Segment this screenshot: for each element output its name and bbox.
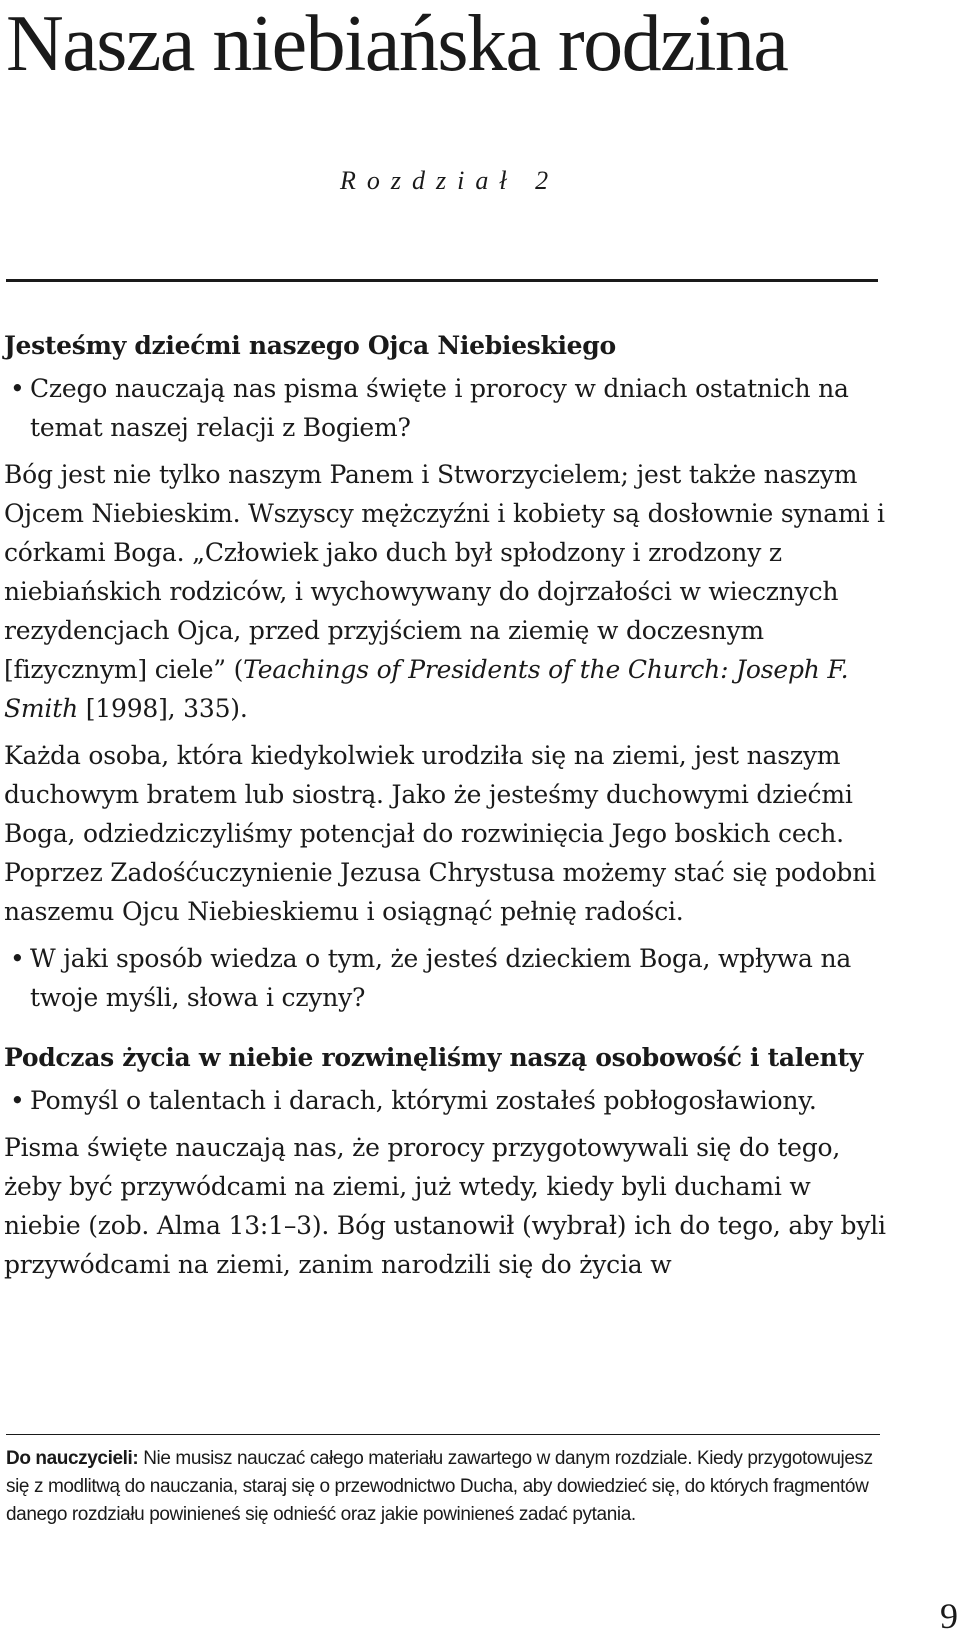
question-text: Czego nauczają nas pisma święte i prorocy w dniach ostatnich na temat naszej relacji z Bogiem?: [30, 374, 849, 442]
question-text: Pomyśl o talentach i darach, którymi zostałeś pobłogosławiony.: [30, 1086, 817, 1115]
bullet-icon: •: [10, 374, 25, 403]
header-divider: [6, 279, 878, 282]
discussion-question: [4, 369, 894, 447]
teacher-note-text: Nie musisz nauczać całego materiału zawartego w danym rozdziale. Kiedy przygotowujesz się z modlitwą do nauczania, staraj się o przewodnictwo Ducha, aby dowiedzieć się, do których fragmentów danego rozdziału powinieneś się odnieść oraz jakie powinieneś zadać pytania.: [6, 1448, 873, 1525]
citation-title: Teachings of Presidents of the Church: Joseph F. Smith: [4, 655, 849, 723]
question-text: W jaki sposób wiedza o tym, że jesteś dzieckiem Boga, wpływa na twoje myśli, słowa i czyny?: [30, 944, 852, 1012]
teacher-note: [6, 1445, 886, 1529]
main-content: [4, 326, 894, 1292]
discussion-question: [4, 1081, 894, 1120]
chapter-label: Rozdział 2: [340, 166, 560, 195]
paragraph-text: Bóg jest nie tylko naszym Panem i Stworzycielem; jest także naszym Ojcem Niebieskim. Wszyscy mężczyźni i kobiety są dosłownie synami i córkami Boga. „Człowiek jako duch był spłodzony i zrodzony z niebiańskich rodziców, i wychowywany do dojrzałości w wiecznych rezydencjach Ojca, przed przyjściem na ziemię w doczesnym [fizycznym] ciele” (: [4, 460, 885, 684]
paragraph: [4, 455, 894, 728]
discussion-question: [4, 939, 894, 1017]
teacher-note-label: Do nauczycieli:: [6, 1448, 139, 1469]
citation-details: [1998], 335).: [77, 694, 248, 723]
bullet-icon: •: [10, 1086, 25, 1115]
section-heading-children-of-god: Jesteśmy dziećmi naszego Ojca Niebieskiego: [4, 331, 616, 360]
paragraph: Pisma święte nauczają nas, że prorocy przygotowywali się do tego, żeby być przywódcami na ziemi, już wtedy, kiedy byli duchami w niebie (zob. Alma 13:1–3). Bóg ustanowił (wybrał) ich do tego, aby byli przywódcami na ziemi, zanim narodzili się do życia w: [4, 1133, 886, 1279]
footnote-divider: [6, 1434, 880, 1435]
section-heading-premortal-life: Podczas życia w niebie rozwinęliśmy naszą osobowość i talenty: [4, 1043, 863, 1072]
page-title: Nasza niebiańska rodzina: [6, 0, 788, 88]
page-number: 9: [940, 1596, 958, 1636]
paragraph: Każda osoba, która kiedykolwiek urodziła się na ziemi, jest naszym duchowym bratem lub siostrą. Jako że jesteśmy duchowymi dziećmi Boga, odziedziczyliśmy potencjał do rozwinięcia Jego boskich cech. Poprzez Zadośćuczynienie Jezusa Chrystusa możemy stać się podobni naszemu Ojcu Niebieskiemu i osiągnąć pełnię radości.: [4, 741, 876, 926]
bullet-icon: •: [10, 944, 25, 973]
